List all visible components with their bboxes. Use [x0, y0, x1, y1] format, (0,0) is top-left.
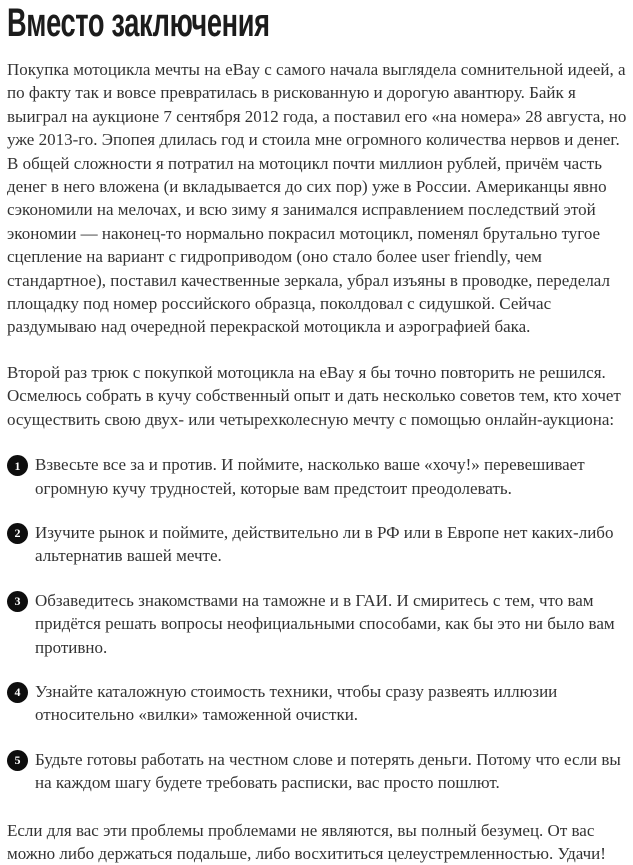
- list-item-text: Узнайте каталожную стоимость техники, чтобы сразу развеять иллюзии относительно «вилки» таможенной очистки.: [35, 681, 558, 725]
- list-number-badge: 5: [7, 750, 28, 771]
- page-title: Вместо заключения: [7, 1, 270, 45]
- list-item: [7, 453, 627, 500]
- intro-paragraph: Покупка мотоцикла мечты на eBay с самого начала выглядела сомнительной идеей, а по факту так и вовсе превратилась в рискованную и дорогую авантюру. Байк я выиграл на аукционе 7 сентября 2012 года, а поставил его «на номера» 28 августа, но уже 2013-го. Эпопея длилась год и стоила мне огромного количества нервов и денег. В общей сложности я потратил на мотоцикл почти миллион рублей, причём часть денег в него вложена (и вкладывается до сих пор) уже в России. Американцы явно сэкономили на мелочах, и всю зиму я занимался исправлением последствий этой экономии — наконец-то нормально покрасил мотоцикл, поменял брутально тугое сцепление на вариант с гидроприводом (оно стало более user friendly, чем стандартное), поставил качественные зеркала, убрал изъяны в проводке, переделал площадку под номер российского образца, поколдовал с сидушкой. Сейчас раздумываю над очередной перекраской мотоцикла и аэрографией бака.: [7, 60, 627, 337]
- list-item: [7, 521, 627, 568]
- list-number-badge: 1: [7, 455, 28, 476]
- list-item: [7, 680, 627, 727]
- advice-list: [7, 453, 627, 794]
- list-item-text: Обзаведитесь знакомствами на таможне и в ГАИ. И смиритесь с тем, что вам придётся решать вопросы неофициальными способами, как бы это ни было вам противно.: [35, 590, 615, 657]
- closing-paragraph: Если для вас эти проблемы проблемами не являются, вы полный безумец. От вас можно либо держаться подальше, либо восхититься целеустремленностью. Удачи!: [7, 820, 606, 863]
- list-item: [7, 748, 627, 795]
- list-number-badge: 4: [7, 682, 28, 703]
- list-item-text: Будьте готовы работать на честном слове и потерять деньги. Потому что если вы на каждом шагу будете требовать расписки, вас просто пошлют.: [35, 749, 621, 793]
- list-number-badge: 2: [7, 523, 28, 544]
- list-item: [7, 589, 627, 659]
- list-item-text: Изучите рынок и поймите, действительно ли в РФ или в Европе нет каких-либо альтернатив вашей мечте.: [35, 522, 614, 566]
- list-number-badge: 3: [7, 591, 28, 612]
- list-item-text: Взвесьте все за и против. И поймите, насколько ваше «хочу!» перевешивает огромную кучу трудностей, которые вам предстоит преодолевать.: [35, 455, 585, 498]
- advice-lead-paragraph: Второй раз трюк с покупкой мотоцикла на eBay я бы точно повторить не решился. Осмелюсь собрать в кучу собственный опыт и дать несколько советов тем, кто хочет осуществить свою двух- или четырехколесную мечту с помощью онлайн-аукциона:: [7, 362, 621, 429]
